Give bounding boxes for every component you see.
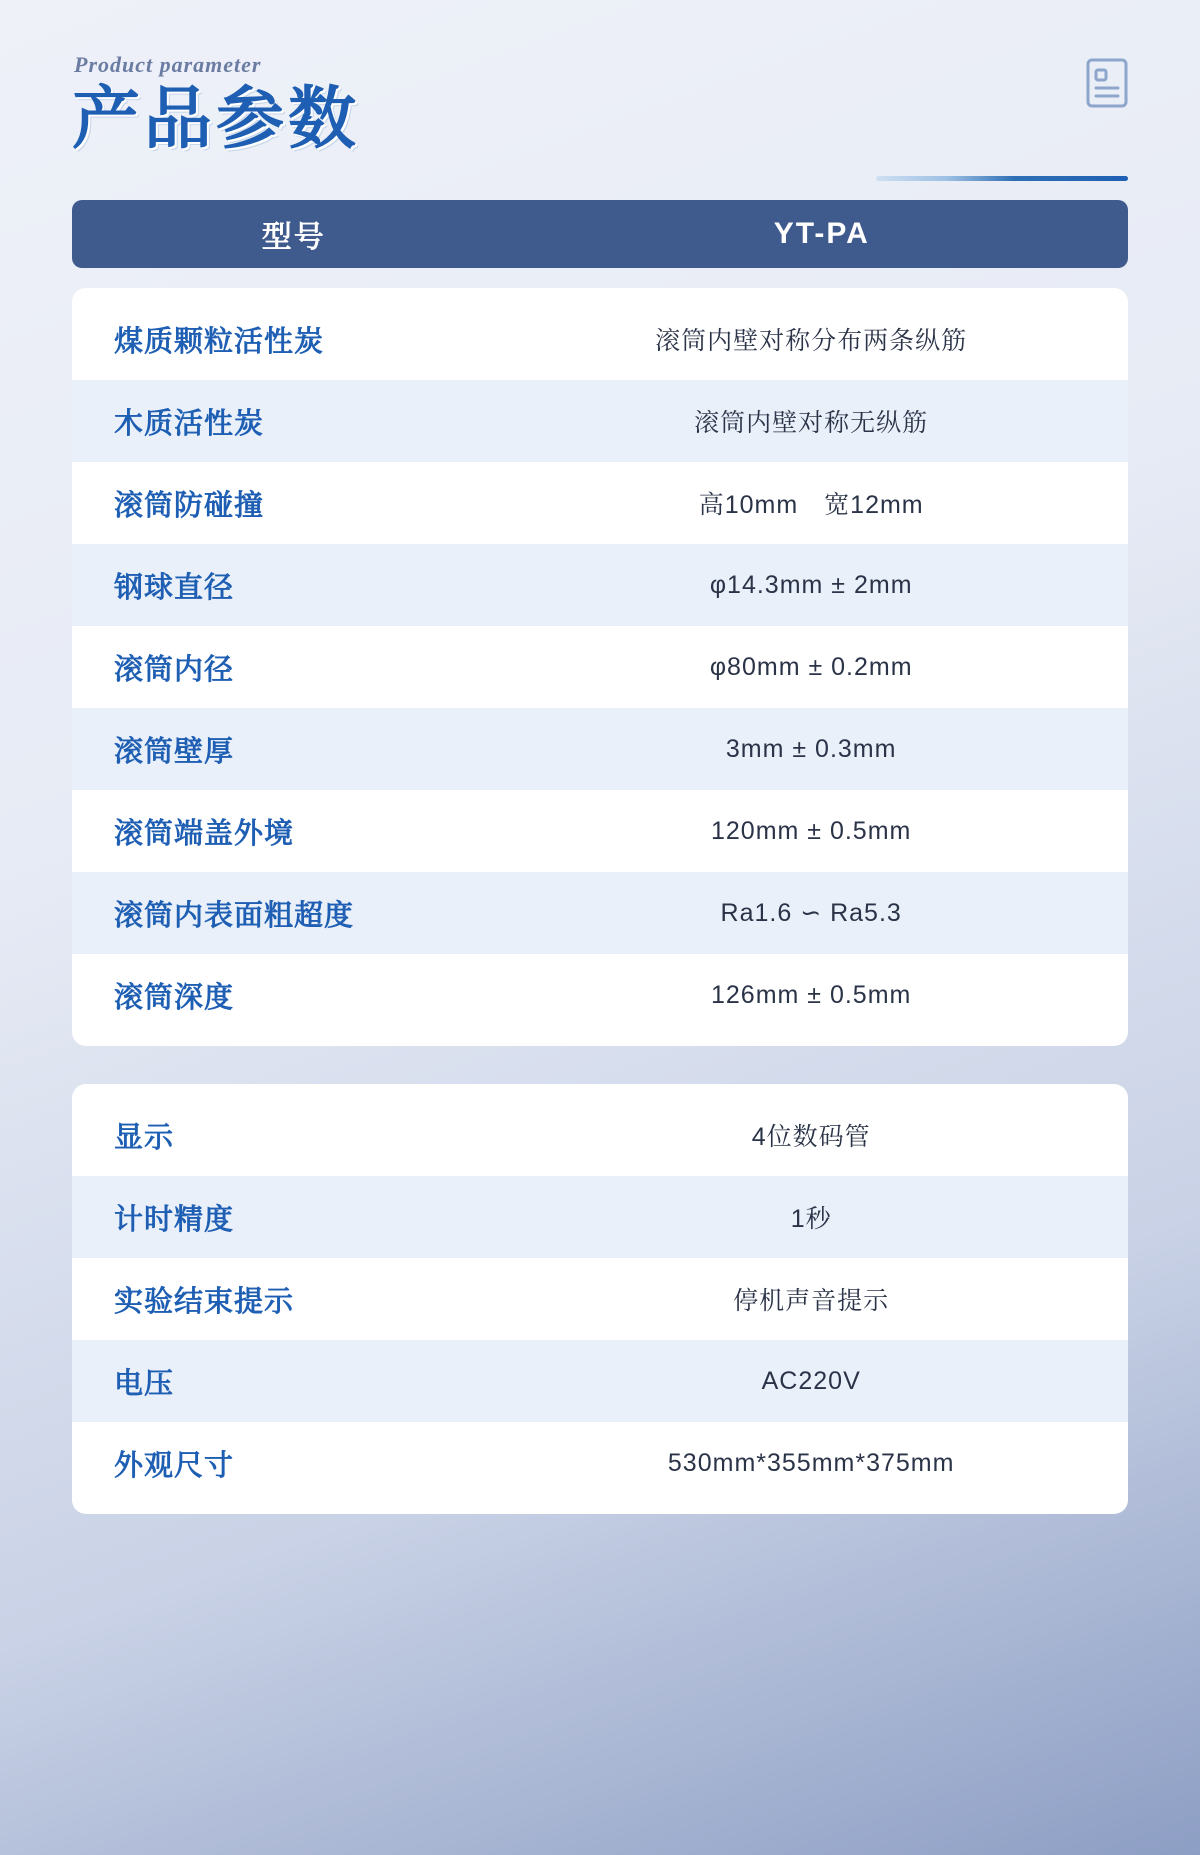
table-row [72,1422,1128,1504]
row-label: 滚筒壁厚 [72,708,494,790]
row-label: 电压 [72,1340,494,1422]
table-header-model-label: 型号 [261,221,326,254]
row-value: AC220V [494,1340,1128,1422]
table-row [72,462,1128,544]
table-row [72,954,1128,1036]
table-row [72,1094,1128,1176]
table-row [72,626,1128,708]
row-label: 滚筒防碰撞 [114,489,265,522]
document-icon [1086,58,1128,108]
row-label: 滚筒端盖外境 [114,817,295,850]
table-row [72,708,1128,790]
table-header-row [72,200,1128,268]
row-label: 滚筒内径 [114,653,235,686]
row-value: 4位数码管 [751,1123,871,1151]
table-row [72,380,1128,462]
parameters-table-secondary [72,1084,1128,1514]
row-label: 煤质颗粒活性炭 [114,325,325,358]
parameters-table-primary [72,288,1128,1046]
row-label: 计时精度 [72,1176,494,1258]
table-row [72,298,1128,380]
table-row [72,1176,1128,1258]
table-row [72,1258,1128,1340]
header-rule [876,176,1128,181]
row-label: 滚筒内表面粗超度 [72,872,494,954]
row-label: 显示 [114,1121,175,1154]
table-row [72,1340,1128,1422]
row-value: 滚筒内壁对称分布两条纵筋 [655,327,968,355]
page-title: 产品参数 [72,81,361,157]
table-header-model-value: YT-PA [773,217,870,250]
table-row [72,872,1128,954]
row-value: 126mm ± 0.5mm [710,980,912,1009]
row-label: 外观尺寸 [114,1449,235,1482]
row-value: φ80mm ± 0.2mm [709,652,913,681]
page-eyebrow: Product parameter [74,52,262,77]
row-label: 钢球直径 [72,544,494,626]
row-label: 实验结束提示 [114,1285,295,1318]
row-value: 530mm*355mm*375mm [667,1448,955,1477]
table-row [72,790,1128,872]
row-value: φ14.3mm ± 2mm [494,544,1128,626]
row-value: 停机声音提示 [733,1287,890,1315]
row-value: 1秒 [494,1176,1128,1258]
row-label: 滚筒深度 [114,981,235,1014]
row-value: 高10mm 宽12mm [698,491,924,519]
row-value: 滚筒内壁对称无纵筋 [494,380,1128,462]
parameters-sheet [72,200,1128,1514]
row-label: 木质活性炭 [72,380,494,462]
page-header [0,0,1200,200]
table-row [72,544,1128,626]
row-value: 120mm ± 0.5mm [710,816,912,845]
row-value: Ra1.6 ∽ Ra5.3 [494,872,1128,954]
row-value: 3mm ± 0.3mm [494,708,1128,790]
